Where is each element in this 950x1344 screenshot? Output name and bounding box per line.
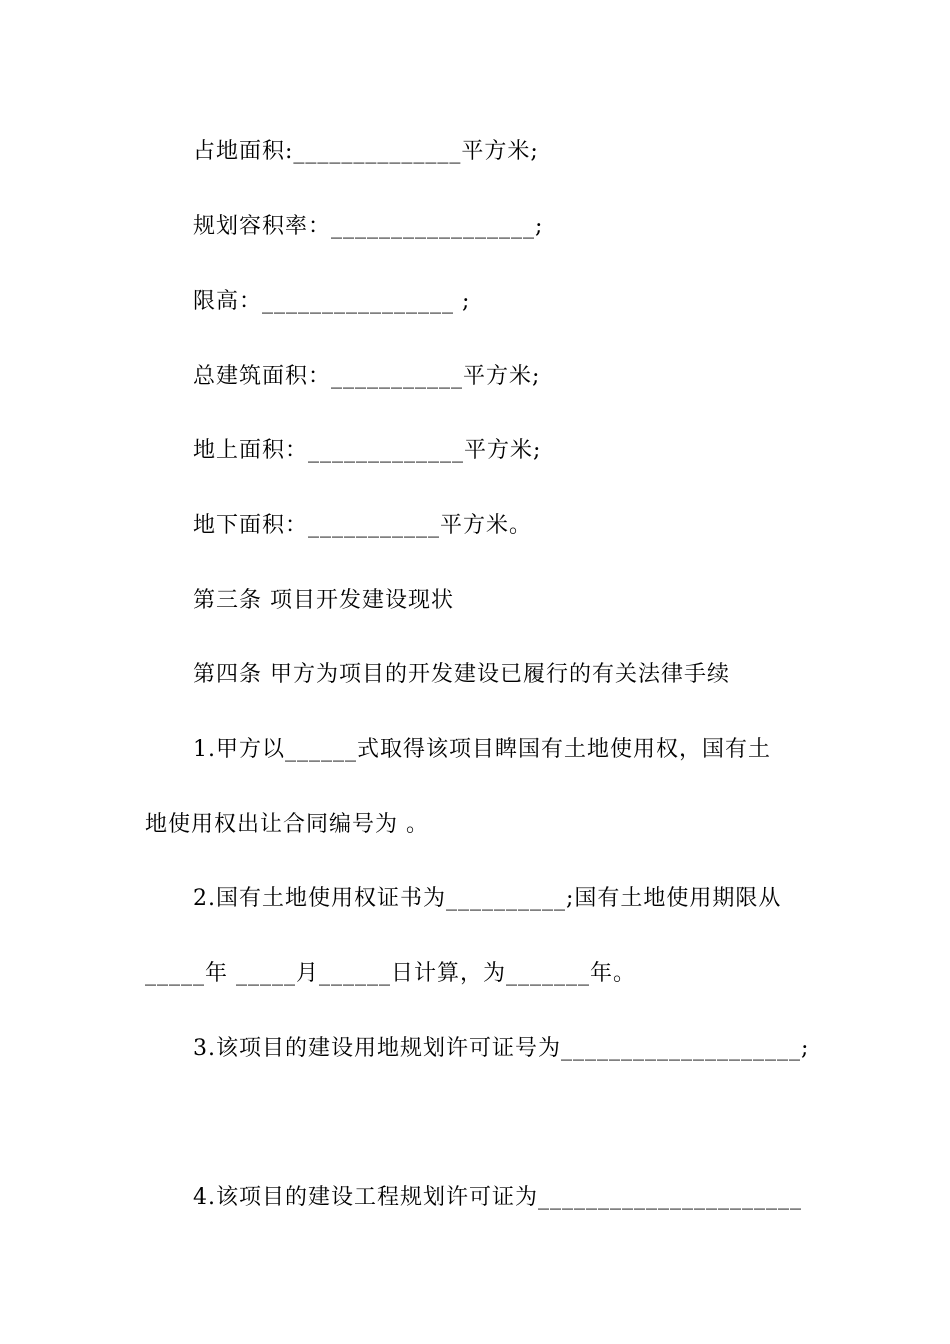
- article-4-heading: 第四条 甲方为项目的开发建设已履行的有关法律手续: [193, 662, 730, 687]
- clause-1-line-1: 1.甲方以______式取得该项目睥国有土地使用权，国有土: [193, 737, 771, 762]
- underground-area-line: 地下面积：___________平方米。: [193, 513, 533, 538]
- clause-3-line: 3.该项目的建设用地规划许可证号为____________________;: [193, 1036, 810, 1061]
- clause-1-line-2: 地使用权出让合同编号为 。: [145, 812, 429, 837]
- height-limit-line: 限高：________________ ;: [193, 289, 471, 314]
- clause-2-line-2: _____年 _____月______日计算，为_______年。: [145, 961, 636, 986]
- above-ground-area-line: 地上面积：_____________平方米;: [193, 438, 542, 463]
- clause-2-line-1: 2.国有土地使用权证书为__________;国有土地使用期限从: [193, 886, 782, 911]
- clause-4-line: 4.该项目的建设工程规划许可证为______________________: [193, 1185, 802, 1210]
- article-3-heading: 第三条 项目开发建设现状: [193, 588, 454, 613]
- land-area-line: 占地面积:______________平方米;: [193, 139, 539, 164]
- floor-area-ratio-line: 规划容积率：_________________;: [193, 214, 544, 239]
- total-building-area-line: 总建筑面积：___________平方米;: [193, 364, 541, 389]
